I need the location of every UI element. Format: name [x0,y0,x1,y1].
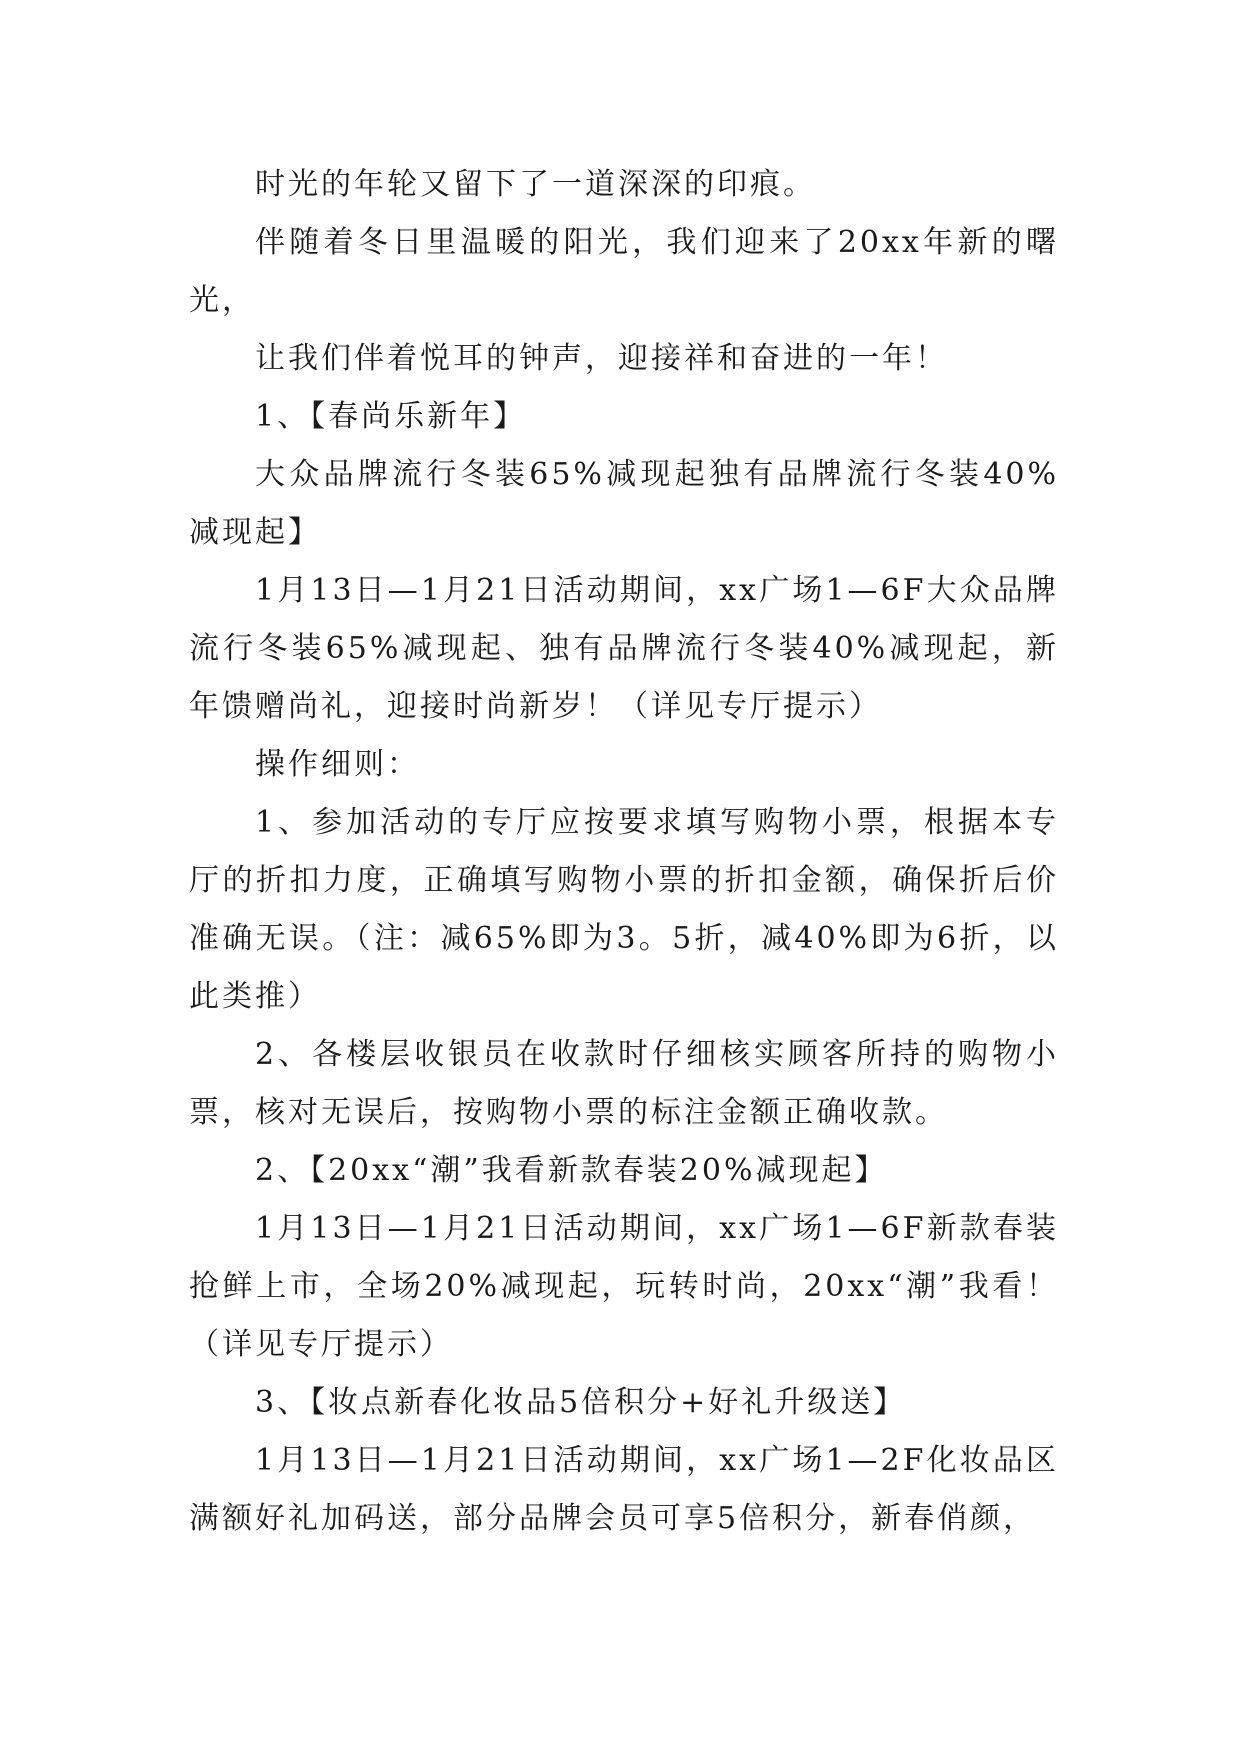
paragraph: 大众品牌流行冬装65%减现起独有品牌流行冬装40%减现起】 [189,457,1059,550]
paragraph: 1月13日—1月21日活动期间，xx广场1—2F化妆品区满额好礼加码送，部分品牌会员可享5倍积分，新春俏颜， [189,1443,1059,1536]
section-heading: 2、【20xx“潮”我看新款春装20%减现起】 [255,1153,888,1188]
section-heading: 3、【妆点新春化妆品5倍积分+好礼升级送】 [255,1385,907,1420]
paragraph: 1月13日—1月21日活动期间，xx广场1—6F新款春装抢鲜上市，全场20%减现起，玩转时尚，20xx“潮”我看！（详见专厅提示） [189,1211,1059,1362]
section-heading: 1、【春尚乐新年】 [255,399,527,434]
document-body [189,156,1059,1548]
subheading: 操作细则： [255,747,420,782]
paragraph: 1月13日—1月21日活动期间，xx广场1—6F大众品牌流行冬装65%减现起、独有品牌流行冬装40%减现起，新年馈赠尚礼，迎接时尚新岁！（详见专厅提示） [189,573,1059,724]
paragraph: 让我们伴着悦耳的钟声，迎接祥和奋进的一年！ [255,341,948,376]
paragraph: 2、各楼层收银员在收款时仔细核实顾客所持的购物小票，核对无误后，按购物小票的标注金额正确收款。 [189,1037,1059,1130]
paragraph: 时光的年轮又留下了一道深深的印痕。 [255,167,816,202]
paragraph: 伴随着冬日里温暖的阳光，我们迎来了20xx年新的曙光， [189,225,1059,318]
paragraph: 1、参加活动的专厅应按要求填写购物小票，根据本专厅的折扣力度，正确填写购物小票的折扣金额，确保折后价准确无误。（注：减65%即为3。5折，减40%即为6折，以此类推） [189,805,1059,1014]
